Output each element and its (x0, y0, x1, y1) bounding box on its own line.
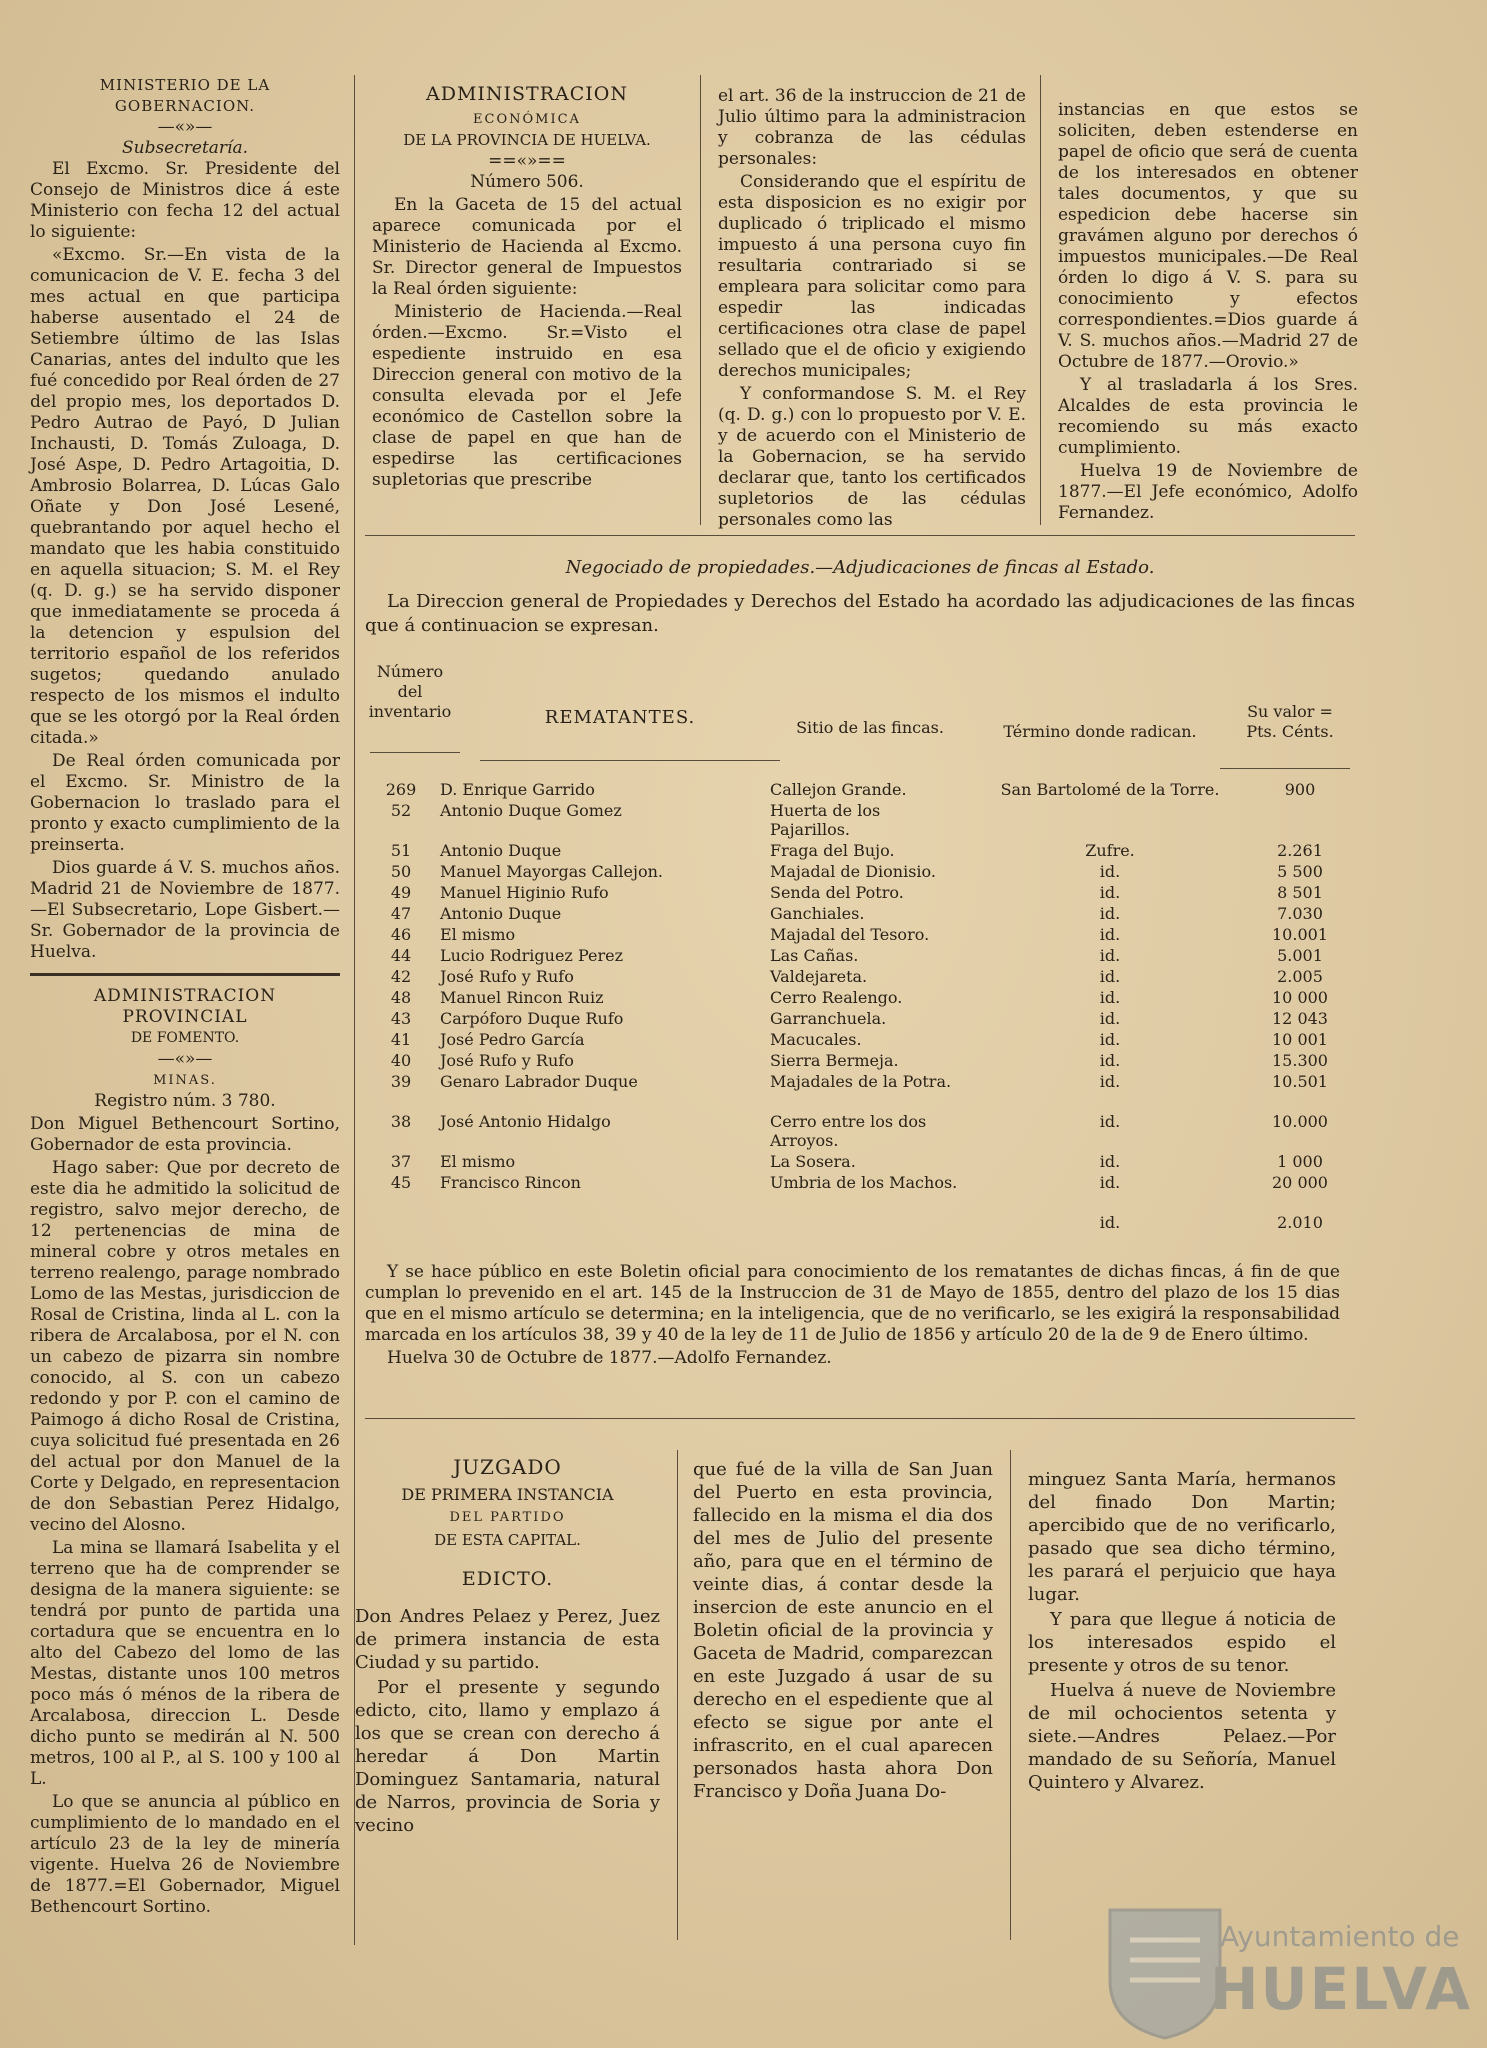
finca-site: Valdejareta. (770, 967, 868, 986)
termino: Zufre. (1085, 841, 1135, 860)
rematante-name: D. Enrique Garrido (440, 780, 595, 799)
paragraph: Dios guarde á V. S. muchos años. Madrid 21 de Noviembre de 1877.—El Subsecretario, Lope Gisbert.—Sr. Gobernador de la provincia de Huelva. (30, 858, 340, 962)
adjudicaciones-signature: Huelva 30 de Octubre de 1877.—Adolfo Fernandez. (387, 1348, 832, 1368)
finca-site: Cerro Realengo. (770, 988, 903, 1007)
paragraph: Y para que llegue á noticia de los interesados espido el presente y otros de su tenor. (1028, 1609, 1336, 1676)
admin-economica-heading: ADMINISTRACION (425, 83, 628, 105)
column-divider (700, 75, 701, 525)
table-row (370, 1152, 1360, 1174)
valor: 5.001 (1277, 946, 1323, 965)
valor: 20 000 (1272, 1173, 1328, 1192)
inventory-number: 46 (390, 925, 412, 944)
inventory-number: 40 (390, 1051, 412, 1070)
table-row (370, 946, 1360, 968)
termino: San Bartolomé de la Torre. (1000, 780, 1220, 799)
inventory-number: 47 (390, 904, 412, 923)
valor: 12 043 (1272, 1009, 1328, 1028)
col-header-val-label: Su valor = Pts. Cénts. (1246, 702, 1334, 741)
finca-site: Huerta de los Pajarillos. (770, 801, 881, 839)
col-header-num (365, 662, 455, 722)
inventory-number: 37 (390, 1152, 412, 1171)
finca-site: Majadales de la Potra. (770, 1072, 952, 1091)
juzgado-sub3: DE ESTA CAPITAL. (434, 1531, 581, 1549)
valor: 1 000 (1277, 1152, 1323, 1171)
finca-site: La Sosera. (770, 1152, 856, 1171)
table-row (370, 1112, 1360, 1150)
finca-site: Ganchiales. (770, 904, 865, 923)
juzgado-heading: JUZGADO (453, 1455, 562, 1479)
col-header-site (770, 718, 970, 738)
left-column (30, 75, 340, 1920)
top-column-3 (718, 86, 1026, 533)
valor: 2.261 (1277, 841, 1323, 860)
termino: id. (1099, 925, 1121, 944)
juzgado-sub1: DE PRIMERA INSTANCIA (401, 1485, 614, 1504)
admin-fomento-heading: ADMINISTRACION PROVINCIAL (93, 986, 277, 1027)
column-divider (1040, 75, 1041, 525)
valor: 10.001 (1272, 925, 1328, 944)
col-header-val (1230, 702, 1350, 742)
col-header-name (470, 708, 770, 728)
inventory-number: 43 (390, 1009, 412, 1028)
juzgado-column-1 (355, 1452, 660, 1839)
termino: id. (1099, 1051, 1121, 1070)
termino: id. (1099, 946, 1121, 965)
termino: id. (1099, 988, 1121, 1007)
juzgado-column-3 (1028, 1468, 1336, 1796)
col-header-site-label: Sitio de las fincas. (796, 718, 944, 737)
rematante-name: Manuel Higinio Rufo (440, 883, 609, 902)
rematante-name: Genaro Labrador Duque (440, 1072, 638, 1091)
valor: 900 (1284, 780, 1316, 799)
valor: 10 000 (1272, 988, 1328, 1007)
finca-site: Umbria de los Machos. (770, 1173, 958, 1192)
termino: id. (1099, 1173, 1121, 1192)
paragraph: minguez Santa María, hermanos del finado Don Martin; apercibido que de no verificarlo, pasado que sea dicho término, les parará el perjuicio que haya lugar. (1028, 1469, 1336, 1605)
rematante-name: Antonio Duque Gomez (440, 801, 622, 820)
column-divider (677, 1450, 678, 1940)
paragraph: Huelva 19 de Noviembre de 1877.—El Jefe económico, Adolfo Fernandez. (1058, 461, 1358, 523)
finca-site: Las Cañas. (770, 946, 859, 965)
rematante-name: José Pedro García (440, 1030, 585, 1049)
finca-site: Cerro entre los dos Arroyos. (770, 1112, 927, 1150)
table-row (370, 862, 1360, 884)
paragraph: Don Andres Pelaez y Perez, Juez de primera instancia de esta Ciudad y su partido. (355, 1606, 660, 1673)
paragraph: «Excmo. Sr.—En vista de la comunicacion de V. E. fecha 3 del mes actual en que participa haberse ausentado el 24 de Setiembre último de las Islas Canarias, antes del indulto que les fué concedido por Real órden de 27 del propio mes, los deportados D. Pedro Autrao de Payó, D Julian Inchausti, D. Tomás Zuloaga, D. José Aspe, D. Pedro Artagoitia, D. Ambrosio Bolarrea, D. Lúcas Galo Oñate y Don José Lesené, quebrantando por aquel hecho el mandato que les habia constituido en aquella situacion; S. M. el Rey (q. D. g.) se ha servido disponer que inmediatamente se proceda á la detencion y espulsion del territorio español de los referidos sugetos; quedando anulado respecto de los mismos el indulto que se les otorgó por la Real órden citada.» (30, 245, 340, 748)
edicto-heading: EDICTO. (461, 1568, 554, 1590)
rematante-name: Antonio Duque (440, 841, 562, 860)
paragraph: Ministerio de Hacienda.—Real órden.—Excmo. Sr.=Visto el espediente instruido en esa Direccion general con motivo de la consulta elevada por el Jefe económico de Castellon sobre la clase de papel en que han de espedirse las certificaciones supletorias que prescribe (372, 302, 682, 490)
registro-number: Registro núm. 3 780. (94, 1091, 276, 1111)
table-rule (480, 760, 780, 761)
ministerio-heading: MINISTERIO DE LA GOBERNACION. (99, 76, 271, 115)
ornament: —«»— (157, 1049, 213, 1069)
valor: 2.005 (1277, 967, 1323, 986)
table-row (370, 925, 1360, 947)
paragraph: Por el presente y segundo edicto, cito, llamo y emplazo á los que se crean con derecho á heredar á Don Martin Dominguez Santamaria, natural de Narros, provincia de Soria y vecino (355, 1677, 660, 1836)
table-row (370, 1072, 1360, 1094)
col-header-term (980, 722, 1220, 742)
paragraph: que fué de la villa de San Juan del Puerto en esta provincia, fallecido en la misma el dia dos del mes de Julio del presente año, para que en el término de veinte dias, á contar desde la insercion de este anuncio en el Boletin oficial de la provincia y Gaceta de Madrid, comparezcan en este Juzgado á usar de su derecho en el espediente que al efecto se sigue por ante el infrascrito, en el cual aparecen personados hasta ahora Don Francisco y Doña Juana Do- (693, 1459, 993, 1802)
paragraph: instancias en que estos se soliciten, deben estenderse en papel de oficio que será de cuenta de los interesados en obtener tales documentos, y que su espedicion debe hacerse sin gravámen alguno por derechos ó impuestos municipales.—De Real órden lo digo á V. S. para su conocimiento y efectos correspondientes.=Dios guarde á V. S. muchos años.—Madrid 27 de Octubre de 1877.—Orovio.» (1058, 100, 1358, 372)
finca-site: Majadal de Dionisio. (770, 862, 936, 881)
termino: id. (1099, 1213, 1121, 1232)
termino: id. (1099, 1030, 1121, 1049)
termino: id. (1099, 883, 1121, 902)
admin-economica-column (372, 80, 682, 493)
inventory-number: 42 (390, 967, 412, 986)
col-header-term-label: Término donde radican. (1003, 722, 1197, 741)
adjudicaciones-footer (365, 1262, 1340, 1371)
termino: id. (1099, 904, 1121, 923)
paragraph: Huelva á nueve de Noviembre de mil ochocientos setenta y siete.—Andres Pelaez.—Por mandado de su Señoría, Manuel Quintero y Alvarez. (1028, 1680, 1336, 1793)
table-row (370, 883, 1360, 905)
ayuntamiento-watermark (1100, 1900, 1480, 2040)
finca-site: Sierra Bermeja. (770, 1051, 899, 1070)
rematante-name: José Antonio Hidalgo (440, 1112, 611, 1131)
adjudicaciones-closing: Y se hace público en este Boletin oficial para conocimiento de los rematantes de dichas fincas, á fin de que cumplan lo prevenido en el art. 145 de la Instruccion de 31 de Mayo de 1855, dentro del plazo de los 15 dias que en el mismo artículo se determina; en la inteligencia, que de no verificarlo, se les exigirá la responsabilidad marcada en los artículos 38, 39 y 40 de la ley de 11 de Julio de 1856 y artículo 20 de la de 9 de Enero último. (365, 1262, 1340, 1345)
termino: id. (1099, 1152, 1121, 1171)
paragraph: Y conformandose S. M. el Rey (q. D. g.) con lo propuesto por V. E. y de acuerdo con el Ministerio de la Gobernacion, se ha servido declarar que, tanto los certificados supletorios de las cédulas personales como las (718, 384, 1026, 530)
termino: id. (1099, 1072, 1121, 1091)
paragraph: Don Miguel Bethencourt Sortino, Gobernador de esta provincia. (30, 1114, 340, 1155)
rematante-name: Manuel Mayorgas Callejon. (440, 862, 663, 881)
inventory-number: 38 (390, 1112, 412, 1131)
table-rule (370, 752, 460, 753)
admin-economica-province: DE LA PROVINCIA DE HUELVA. (403, 131, 651, 149)
termino: id. (1099, 1009, 1121, 1028)
col-header-num-label: Número del inventario (368, 662, 452, 721)
valor: 10 001 (1272, 1030, 1328, 1049)
section-rule (365, 535, 1355, 536)
finca-site: Fraga del Bujo. (770, 841, 895, 860)
valor: 8 501 (1277, 883, 1323, 902)
valor: 7.030 (1277, 904, 1323, 923)
table-row (370, 801, 1360, 839)
inventory-number: 51 (390, 841, 412, 860)
valor: 10.501 (1272, 1072, 1328, 1091)
adjudicaciones-header (365, 556, 1355, 640)
col-header-name-label: REMATANTES. (544, 707, 696, 728)
finca-site: Garranchuela. (770, 1009, 887, 1028)
paragraph: Lo que se anuncia al público en cumplimiento de lo mandado en el artículo 23 de la ley de minería vigente. Huelva 26 de Noviembre de 1877.=El Gobernador, Miguel Bethencourt Sortino. (30, 1792, 340, 1917)
admin-economica-sub: ECONÓMICA (473, 112, 581, 127)
valor: 15.300 (1272, 1051, 1328, 1070)
table-row (370, 1051, 1360, 1073)
juzgado-sub2: DEL PARTIDO (449, 1510, 566, 1525)
juzgado-column-2 (693, 1458, 993, 1805)
rematante-name: Antonio Duque (440, 904, 562, 923)
inventory-number: 52 (390, 801, 412, 820)
ornament: ==«»== (488, 151, 566, 171)
finca-site: Callejon Grande. (770, 780, 907, 799)
rematante-name: Carpóforo Duque Rufo (440, 1009, 624, 1028)
numero: Número 506. (470, 172, 584, 192)
section-rule (365, 1418, 1355, 1419)
table-row (370, 841, 1360, 863)
paragraph: De Real órden comunicada por el Excmo. Sr. Ministro de la Gobernacion lo traslado para el pronto y exacto cumplimiento de la preinserta. (30, 751, 340, 855)
minas-heading: MINAS. (153, 1073, 217, 1088)
paragraph: En la Gaceta de 15 del actual aparece comunicada por el Ministerio de Hacienda al Excmo. Sr. Director general de Impuestos la Real órden siguiente: (372, 195, 682, 299)
rematante-name: El mismo (440, 1152, 516, 1171)
inventory-number: 45 (390, 1173, 412, 1192)
subsecretaria-heading: Subsecretaría. (121, 138, 249, 158)
paragraph: Y al trasladarla á los Sres. Alcaldes de esta provincia le recomiendo su más exacto cumplimiento. (1058, 375, 1358, 458)
table-row (370, 1173, 1360, 1195)
inventory-number: 50 (390, 862, 412, 881)
paragraph: Hago saber: Que por decreto de este dia he admitido la solicitud de registro, salvo mejor derecho, de 12 pertenencias de mina de mineral cobre y otros metales en terreno realengo, parage nombrado Lomo de las Mestas, jurisdiccion de Rosal de Cristina, linda al L. con la ribera de Arcalabosa, por el N. con un cabezo de pizarra sin nombre conocido, al S. con un cabezo redondo y por P. con el camino de Paimogo á dicho Rosal de Cristina, cuya solicitud fué presentada en 26 del actual por don Manuel de la Corte y Delgado, en representacion de don Sebastian Perez Hidalgo, vecino del Alosno. (30, 1158, 340, 1535)
rematante-name: Lucio Rodriguez Perez (440, 946, 624, 965)
valor: 2.010 (1277, 1213, 1323, 1232)
paragraph: El Excmo. Sr. Presidente del Consejo de Ministros dice á este Ministerio con fecha 12 del actual lo siguiente: (30, 159, 340, 242)
termino: id. (1099, 967, 1121, 986)
rematante-name: José Rufo y Rufo (440, 1051, 574, 1070)
admin-fomento-sub: DE FOMENTO. (130, 1030, 240, 1046)
watermark-line1: Ayuntamiento de (1220, 1920, 1460, 1953)
inventory-number: 39 (390, 1072, 412, 1091)
table-row (370, 904, 1360, 926)
table-row (370, 988, 1360, 1010)
inventory-number: 44 (390, 946, 412, 965)
table-rule (1220, 768, 1350, 769)
column-divider (1010, 1450, 1011, 1940)
watermark-line2: HUELVA (1210, 1955, 1473, 2023)
paragraph: Considerando que el espíritu de esta disposicion es no exigir por duplicado ó triplicado el mismo impuesto á una persona cuyo fin resultaria contrariado si se empleara para solicitar como para espedir las indicadas certificaciones otra clase de papel sellado que el de oficio y exigiendo derechos municipales; (718, 172, 1026, 381)
paragraph: La mina se llamará Isabelita y el terreno que ha de comprender se designa de la manera siguiente: se tendrá por punto de partida una cortadura que se encuentra en lo alto del Cabezo del lomo de las Mestas, distante unos 100 metros poco más ó ménos de la ribera de Arcalabosa, direccion L. Desde dicho punto se medirán al N. 500 metros, 100 al P., al S. 100 y 100 al L. (30, 1538, 340, 1789)
adjudicaciones-intro: La Direccion general de Propiedades y Derechos del Estado ha acordado las adjudicaciones de las fincas que á continuacion se expresan. (365, 591, 1355, 636)
rematante-name: El mismo (440, 925, 516, 944)
rematante-name: José Rufo y Rufo (440, 967, 574, 986)
inventory-number: 269 (385, 780, 417, 799)
top-column-4 (1058, 100, 1358, 526)
finca-site: Macucales. (770, 1030, 862, 1049)
paragraph: el art. 36 de la instruccion de 21 de Julio último para la administracion y cobranza de las cédulas personales: (718, 86, 1026, 169)
rematante-name: Manuel Rincon Ruiz (440, 988, 604, 1007)
table-row (370, 780, 1360, 802)
termino: id. (1099, 862, 1121, 881)
inventory-number: 41 (390, 1030, 412, 1049)
ornament: —«»— (157, 117, 213, 137)
finca-site: Majadal del Tesoro. (770, 925, 930, 944)
table-row (370, 1030, 1360, 1052)
adjudicaciones-title: Negociado de propiedades.—Adjudicaciones de fincas al Estado. (565, 557, 1155, 578)
table-row (370, 1213, 1360, 1235)
rematante-name: Francisco Rincon (440, 1173, 581, 1192)
section-rule (30, 973, 340, 976)
inventory-number: 48 (390, 988, 412, 1007)
finca-site: Senda del Potro. (770, 883, 904, 902)
termino: id. (1099, 1112, 1121, 1131)
table-row (370, 1009, 1360, 1031)
valor: 10.000 (1272, 1112, 1328, 1131)
table-row (370, 967, 1360, 989)
inventory-number: 49 (390, 883, 412, 902)
valor: 5 500 (1277, 862, 1323, 881)
